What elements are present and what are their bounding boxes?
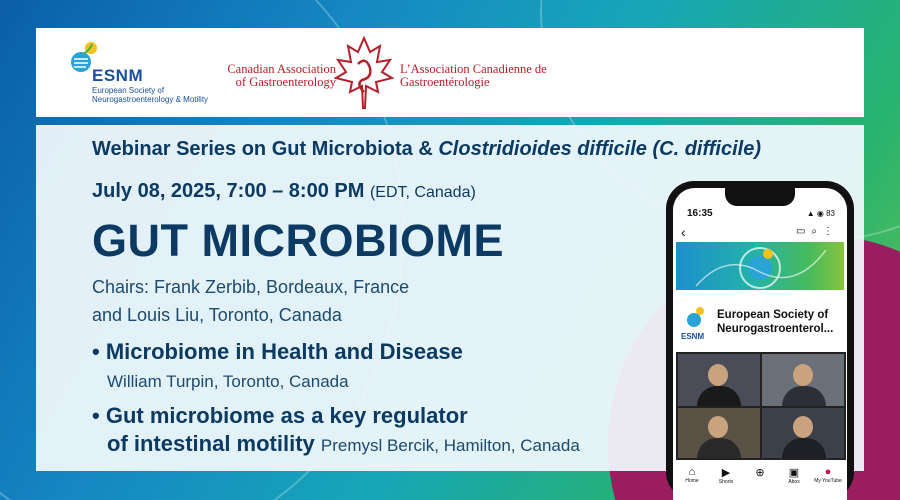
shorts-icon: ▶	[721, 467, 731, 479]
nav-shorts[interactable]	[711, 466, 741, 485]
channel-banner	[676, 242, 844, 290]
nav-label: Home	[685, 478, 699, 484]
nav-label: Shorts	[718, 479, 734, 485]
participant-body	[782, 438, 826, 458]
cag-name-en: Canadian Association of Gastroenterology	[227, 62, 336, 89]
timezone: (EDT, Canada)	[369, 184, 476, 201]
phone-clock: 16:35	[687, 208, 713, 219]
nav-my-youtube[interactable]	[813, 466, 843, 484]
talk-2-title-cont	[107, 431, 580, 457]
more-icon[interactable]: ⋮	[823, 226, 839, 237]
participant-tile	[762, 354, 844, 406]
participant-tile	[762, 408, 844, 458]
chairs-line-1: Chairs: Frank Zerbib, Bordeaux, France	[92, 277, 410, 297]
event-date	[92, 180, 476, 203]
participant-body	[697, 386, 741, 406]
participant-head	[793, 364, 813, 386]
banner-artwork	[676, 242, 844, 290]
video-thumbnail[interactable]	[676, 352, 846, 460]
bottom-nav	[673, 466, 847, 500]
phone-notch	[725, 188, 795, 206]
participant-head	[708, 364, 728, 386]
search-icon[interactable]: ⌕	[811, 226, 823, 237]
talk-2-title-line-1: Gut microbiome as a key regulator	[105, 403, 468, 428]
talk-2-speaker: Premysl Bercik, Hamilton, Canada	[320, 436, 580, 455]
nav-subscriptions[interactable]	[779, 466, 809, 485]
subscriptions-icon: ▣	[788, 467, 800, 479]
nav-create[interactable]	[745, 466, 775, 479]
series-italic: Clostridioides difficile (C. difficile)	[438, 138, 761, 160]
phone-status-bar: ▲ ◉ 83	[806, 209, 835, 218]
series-prefix: Webinar Series on Gut Microbiota &	[92, 138, 439, 160]
channel-logo[interactable]	[681, 306, 711, 341]
cag-maple-leaf-icon	[332, 34, 396, 114]
nav-home[interactable]	[677, 466, 707, 484]
channel-name[interactable]: European Society of Neurogastroenterol...	[717, 309, 834, 335]
talk-1-speaker: William Turpin, Toronto, Canada	[107, 372, 349, 391]
headline: GUT MICROBIOME	[92, 215, 504, 266]
cag-name-fr: L’Association Canadienne de Gastroentérologie	[400, 62, 547, 89]
plus-icon: ⊕	[755, 467, 765, 479]
chairs-line-2: and Louis Liu, Toronto, Canada	[92, 305, 342, 325]
nav-label: My YouTube	[814, 478, 842, 484]
series-title	[92, 138, 761, 161]
participant-body	[697, 438, 741, 458]
talk-1-title: • Microbiome in Health and Disease	[92, 339, 463, 364]
participant-head	[793, 416, 813, 438]
cast-icon[interactable]: ▭	[795, 226, 812, 237]
talk-2-title: • Gut microbiome as a key regulator	[92, 403, 468, 428]
esnm-full-name: European Society of Neurogastroenterology & Motility	[92, 86, 209, 104]
avatar-icon: ●	[824, 466, 832, 478]
talk-1-title-text: Microbiome in Health and Disease	[105, 339, 463, 364]
participant-tile	[678, 354, 760, 406]
phone-mockup	[666, 181, 854, 500]
participant-body	[782, 386, 826, 406]
esnm-acronym: ESNM	[92, 66, 144, 85]
back-arrow-icon[interactable]: ‹	[681, 224, 686, 240]
phone-screen	[673, 188, 847, 500]
date-text: July 08, 2025, 7:00 – 8:00 PM	[92, 180, 365, 202]
logo-bar	[36, 28, 864, 117]
esnm-emblem-icon	[685, 306, 707, 330]
toolbar-icons	[796, 226, 839, 237]
battery-level: 83	[826, 209, 835, 218]
nav-label: Abos	[788, 479, 800, 485]
home-icon: ⌂	[688, 466, 696, 478]
participant-tile	[678, 408, 760, 458]
channel-logo-text: ESNM	[681, 332, 705, 341]
participant-head	[708, 416, 728, 438]
esnm-logo	[66, 40, 209, 110]
talk-2-title-line-2: of intestinal motility	[107, 431, 315, 456]
